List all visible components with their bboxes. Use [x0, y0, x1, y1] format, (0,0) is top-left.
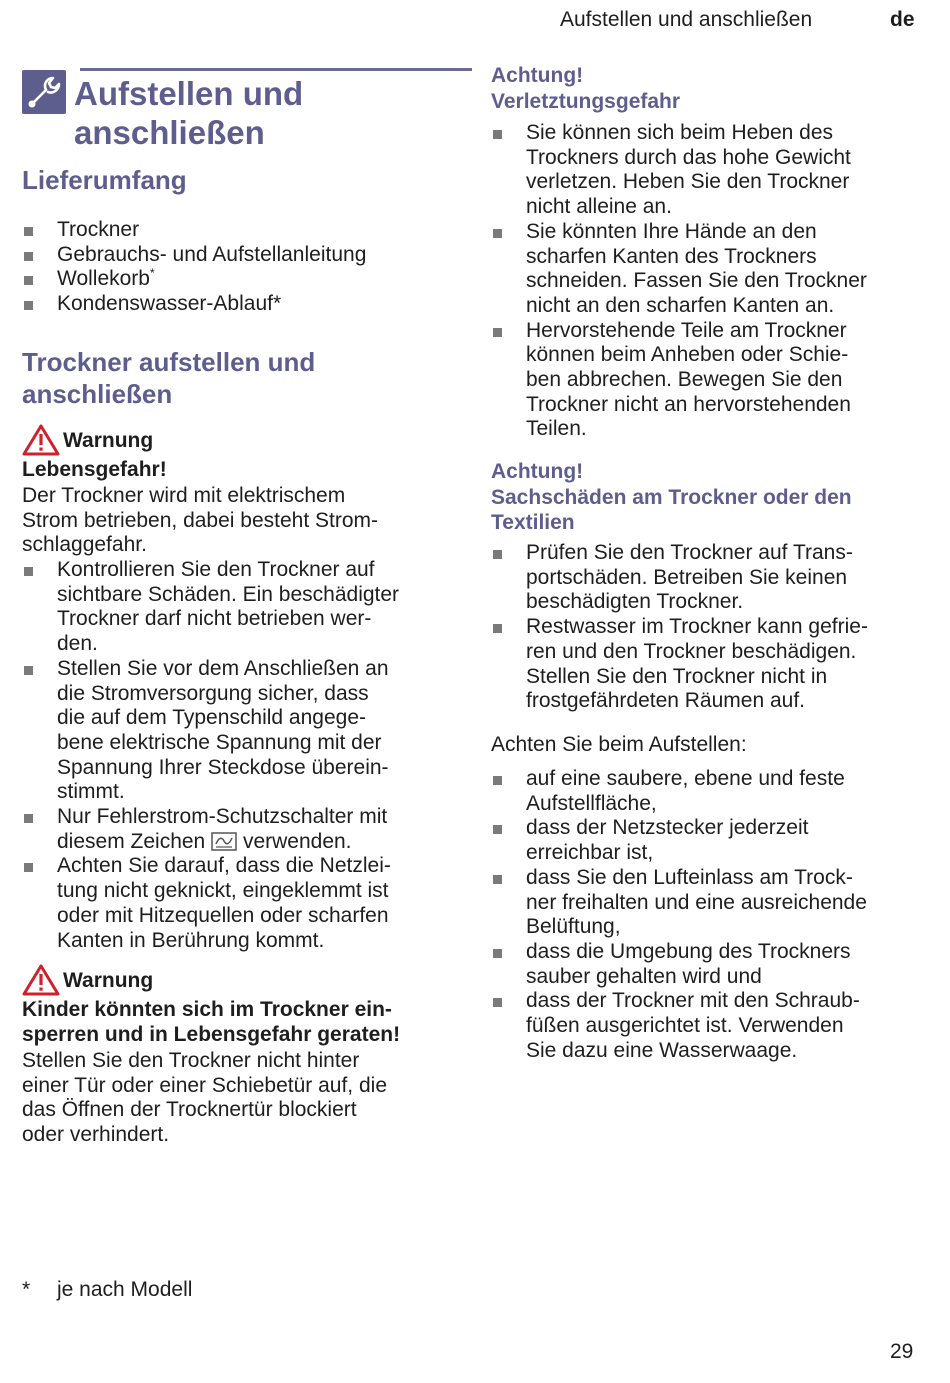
warning1-list [22, 558, 452, 953]
wrench-icon [22, 70, 66, 114]
bullet-square-icon [493, 776, 502, 785]
list-item-text: Gebrauchs- und Aufstellanleitung [57, 242, 367, 266]
text-line: Sachschäden am Trockner oder den [491, 486, 852, 509]
list-item [491, 767, 921, 816]
text-line: dass die Umgebung des Trockners [526, 939, 851, 963]
text-line: Sie dazu eine Wasserwaage. [526, 1038, 798, 1062]
text-line: erreichbar ist, [526, 841, 654, 865]
text-line: Spannung Ihrer Steckdose überein- [57, 755, 389, 779]
list-item [22, 267, 452, 292]
text-line: Kinder könnten sich im Trockner ein- [22, 998, 392, 1021]
chapter-title-line1: Aufstellen und [74, 75, 304, 112]
text-line: Sie können sich beim Heben des [526, 121, 834, 144]
warning-title [22, 998, 452, 1047]
caution-label: Achtung! [491, 460, 584, 483]
text-line: die Stromversorgung sicher, dass [57, 681, 369, 705]
list-item [22, 657, 452, 805]
text-line: Restwasser im Trockner kann gefrie- [526, 615, 868, 639]
text-line: ben abbrechen. Bewegen Sie den [526, 368, 843, 392]
list-item [22, 805, 452, 854]
list-item [22, 854, 452, 953]
text-line: dass der Netzstecker jederzeit [526, 816, 809, 840]
text-line: Prüfen Sie den Trockner auf Trans- [526, 541, 853, 564]
text-line: dass Sie den Lufteinlass am Trock- [526, 865, 853, 889]
text-line: können beim Anheben oder Schie- [526, 343, 849, 367]
text-line: ner freihalten und eine ausreichende [526, 890, 867, 914]
list-item [491, 940, 921, 989]
chapter-title-line2: anschließen [74, 114, 265, 151]
text-line: Kanten in Berührung kommt. [57, 928, 325, 952]
text-line: füßen ausgerichtet ist. Verwenden [526, 1014, 844, 1038]
caution-label: Achtung! [491, 64, 584, 87]
list-item [22, 243, 452, 268]
lieferumfang-heading: Lieferumfang [22, 165, 187, 195]
list-item [22, 292, 452, 317]
text-line: Belüftung, [526, 915, 621, 939]
text-line: ren und den Trockner beschädigen. [526, 639, 857, 663]
text-line: Aufstellfläche, [526, 791, 657, 815]
text-line: den. [57, 632, 98, 656]
caution-title: Verletztungsgefahr [491, 90, 681, 113]
chapter-title [74, 74, 474, 152]
text-line: Sie könnten Ihre Hände an den [526, 219, 817, 243]
text-line: stimmt. [57, 780, 125, 804]
text-line: Hervorstehende Teile am Trockner [526, 318, 847, 342]
text-line: Trockner darf nicht betrieben wer- [57, 607, 372, 631]
running-header [0, 8, 950, 36]
text-line: Trockner nicht an hervorstehenden [526, 392, 851, 416]
list-item [491, 220, 921, 319]
text-line: Stellen Sie vor dem Anschließen an [57, 656, 389, 680]
bullet-square-icon [24, 666, 33, 675]
caution1-list [491, 121, 921, 442]
text-line: die auf dem Typenschild angege- [57, 706, 366, 730]
bullet-square-icon [493, 328, 502, 337]
bullet-square-icon [493, 998, 502, 1007]
warning-title: Lebensgefahr! [22, 458, 167, 481]
list-item [491, 615, 921, 714]
setup-heading-line1: Trockner aufstellen und [22, 347, 316, 377]
text-line: Trockners durch das hohe Gewicht [526, 145, 851, 169]
page-number: 29 [890, 1340, 914, 1363]
warning-triangle-icon [22, 964, 60, 996]
bullet-square-icon [24, 301, 33, 310]
text-line: sichtbare Schäden. Ein beschädigter [57, 582, 400, 606]
text-line: oder verhindert. [22, 1123, 170, 1147]
list-item-text: Wollekorb [57, 267, 150, 291]
text-line: Nur Fehlerstrom-Schutzschalter mit [57, 805, 388, 829]
list-item [491, 866, 921, 940]
text-line: frostgefährdeten Räumen auf. [526, 689, 806, 713]
bullet-square-icon [24, 227, 33, 236]
text-line: Teilen. [526, 417, 587, 441]
text-line: tung nicht geknickt, eingeklemmt ist [57, 879, 389, 903]
text-line: schneiden. Fassen Sie den Trockner [526, 269, 867, 293]
text-line: Der Trockner wird mit elektrischem [22, 484, 346, 507]
caution2-list [491, 541, 921, 714]
text-line: Strom betrieben, dabei besteht Strom- [22, 508, 379, 532]
text-line: Achten Sie darauf, dass die Netzlei- [57, 854, 391, 878]
text-line: Kontrollieren Sie den Trockner auf [57, 558, 375, 581]
text-line: das Öffnen der Trocknertür blockiert [22, 1098, 357, 1122]
rcd-symbol-icon [211, 832, 237, 851]
text-line: oder mit Hitzequellen oder scharfen [57, 903, 389, 927]
text-line: verletzen. Heben Sie den Trockner [526, 170, 850, 194]
warning-label: Warnung [63, 969, 154, 992]
text-line: sperren und in Lebensgefahr geraten! [22, 1022, 401, 1046]
text-line: verwenden. [242, 829, 352, 853]
text-line: nicht an den scharfen Kanten an. [526, 293, 835, 317]
warning-label: Warnung [63, 429, 154, 452]
lieferumfang-list [22, 218, 452, 317]
bullet-square-icon [493, 130, 502, 139]
list-item-text: Kondenswasser-Ablauf* [57, 292, 282, 316]
setup-heading [22, 346, 315, 410]
text-line: schlaggefahr. [22, 533, 147, 557]
bullet-square-icon [24, 863, 33, 872]
bullet-square-icon [24, 567, 33, 576]
caution-title [491, 486, 921, 535]
text-line: auf eine saubere, ebene und feste [526, 767, 845, 790]
text-line: dass der Trockner mit den Schraub- [526, 989, 860, 1013]
bullet-square-icon [24, 814, 33, 823]
text-line: Stellen Sie den Trockner nicht hinter [22, 1049, 360, 1072]
warning-text [22, 484, 452, 558]
bullet-square-icon [493, 949, 502, 958]
list-item-text: Trockner [57, 218, 140, 241]
language-code: de [890, 8, 915, 31]
bullet-square-icon [493, 624, 502, 633]
list-item [491, 319, 921, 443]
bullet-square-icon [24, 252, 33, 261]
placement-list [491, 767, 921, 1063]
list-item [22, 218, 452, 243]
text-line: einer Tür oder einer Schiebetür auf, die [22, 1073, 387, 1097]
list-item [491, 816, 921, 865]
chapter-rule [80, 68, 472, 71]
list-item [491, 989, 921, 1063]
text-line: diesem Zeichen [57, 829, 206, 853]
warning-text [22, 1049, 452, 1148]
bullet-square-icon [493, 229, 502, 238]
setup-heading-line2: anschließen [22, 379, 173, 409]
text-line: portschäden. Betreiben Sie keinen [526, 565, 848, 589]
placement-intro: Achten Sie beim Aufstellen: [491, 733, 747, 756]
list-item [491, 121, 921, 220]
footnote-text: je nach Modell [57, 1278, 193, 1301]
text-line: nicht alleine an. [526, 195, 672, 219]
footnote-mark: * [149, 266, 155, 281]
bullet-square-icon [493, 550, 502, 559]
list-item [22, 558, 452, 657]
header-title: Aufstellen und anschließen [560, 8, 813, 31]
text-line: bene elektrische Spannung mit der [57, 730, 382, 754]
bullet-square-icon [493, 875, 502, 884]
bullet-square-icon [493, 825, 502, 834]
text-line: scharfen Kanten des Trockners [526, 244, 817, 268]
footnote-mark: * [22, 1278, 31, 1301]
text-line: Textilien [491, 510, 575, 534]
text-line: beschädigten Trockner. [526, 590, 744, 614]
bullet-square-icon [24, 276, 33, 285]
text-line: Stellen Sie den Trockner nicht in [526, 664, 828, 688]
warning-triangle-icon [22, 424, 60, 456]
text-line: sauber gehalten wird und [526, 964, 762, 988]
list-item [491, 541, 921, 615]
